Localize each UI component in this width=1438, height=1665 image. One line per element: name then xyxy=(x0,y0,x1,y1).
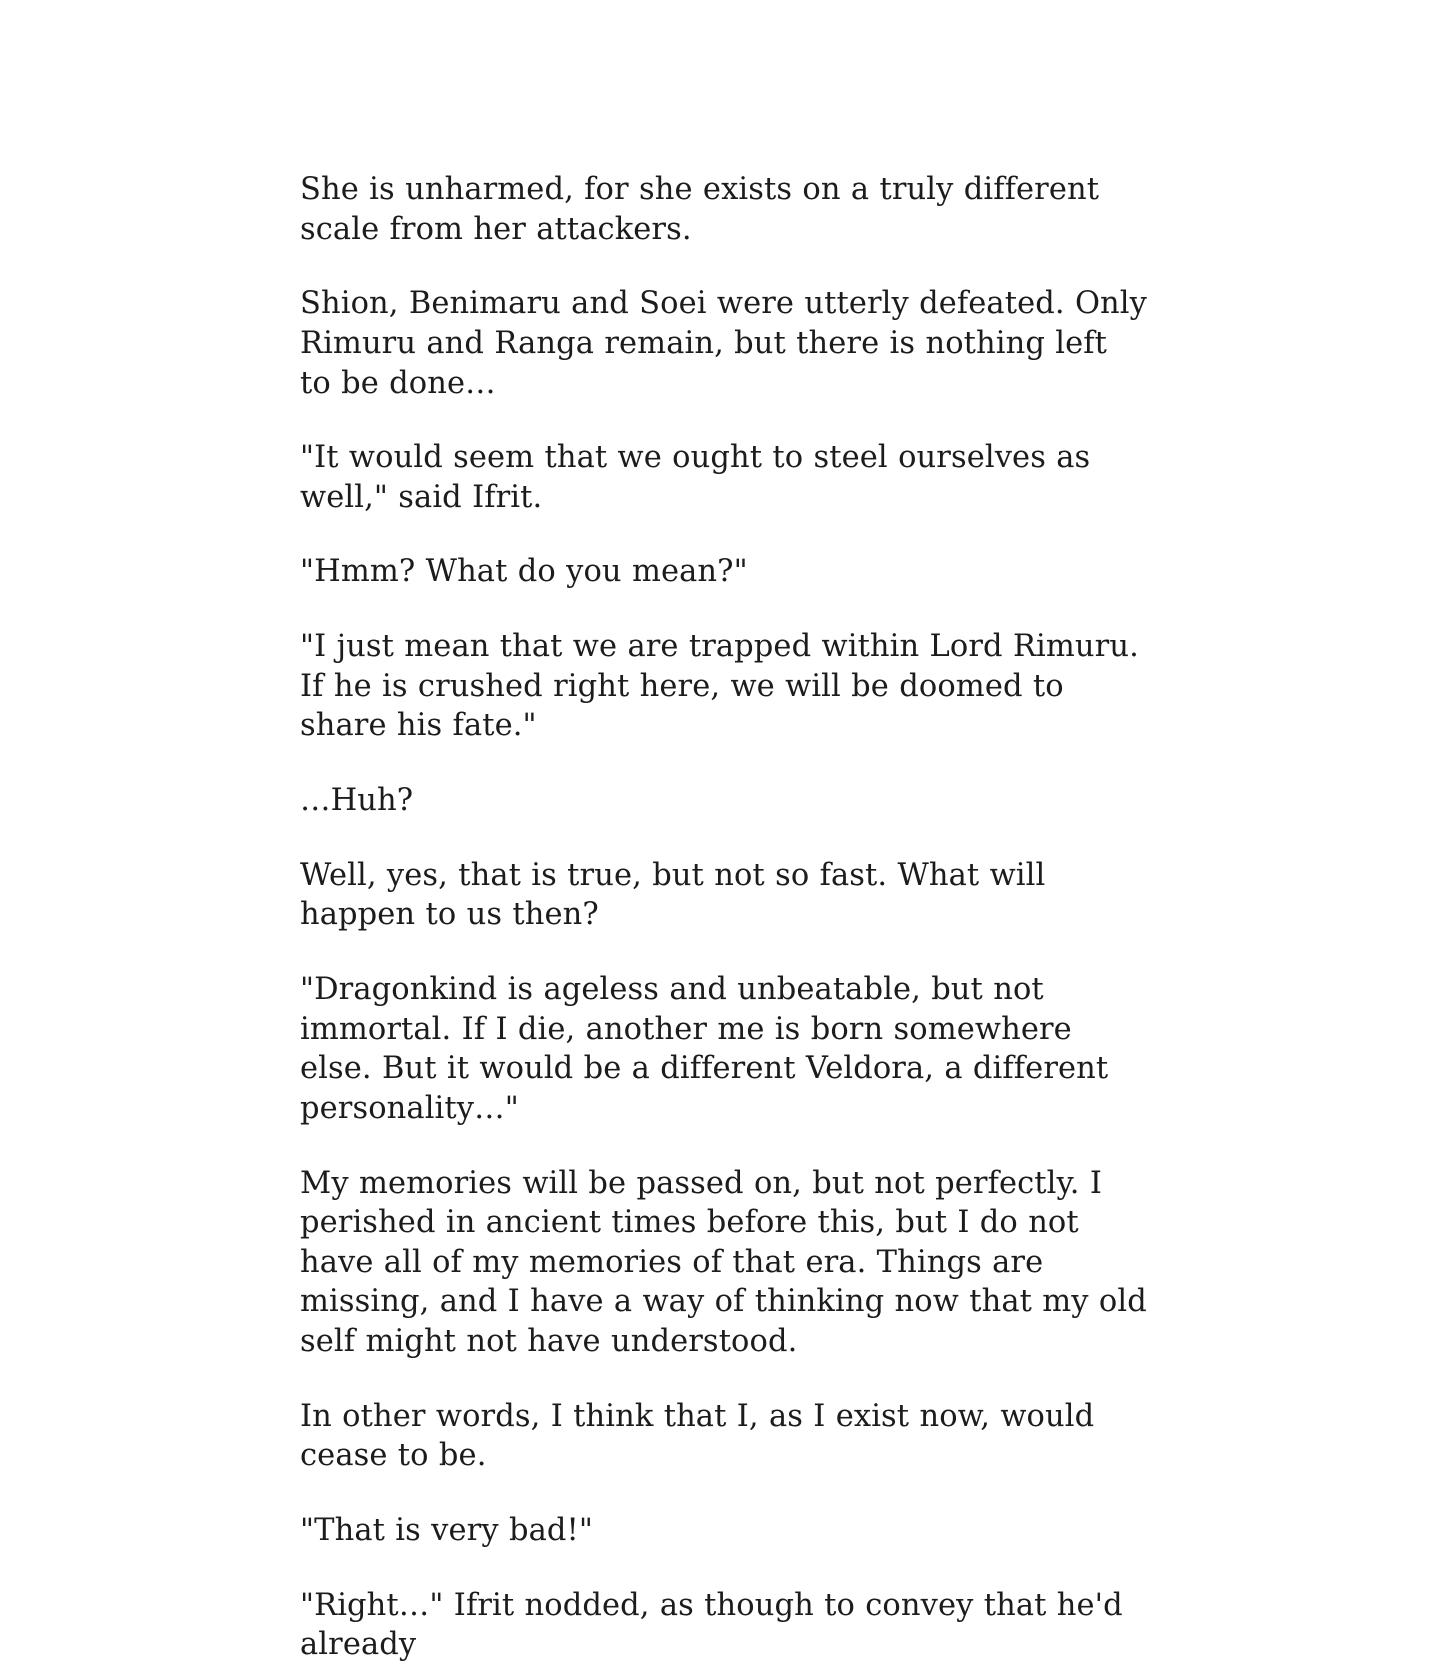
paragraph: My memories will be passed on, but not perfectly. I perished in ancient times before this, but I do not have all of my memories of that era. Things are missing, and I have a way of thinking now that my old self might not have understood. xyxy=(300,1165,1147,1360)
paragraph: She is unharmed, for she exists on a truly different scale from her attackers. xyxy=(300,172,1100,247)
paragraph: "Right…" Ifrit nodded, as though to convey that he'd already xyxy=(300,1587,1123,1663)
paragraph: Well, yes, that is true, but not so fast. What will happen to us then? xyxy=(300,857,1046,933)
paragraph: "Dragonkind is ageless and unbeatable, but not immortal. If I die, another me is born somewhere else. But it would be a different Veldora, a different personality…" xyxy=(300,971,1109,1126)
paragraph: "That is very bad!" xyxy=(300,1513,593,1549)
paragraph: In other words, I think that I, as I exist now, would cease to be. xyxy=(300,1398,1095,1474)
paragraph: "I just mean that we are trapped within Lord Rimuru. If he is crushed right here, we will be doomed to share his fate." xyxy=(300,629,1139,744)
paragraph: Shion, Benimaru and Soei were utterly defeated. Only Rimuru and Ranga remain, but there is nothing left to be done… xyxy=(300,286,1147,401)
paragraph: "Hmm? What do you mean?" xyxy=(300,554,748,590)
document-body xyxy=(300,170,1148,1665)
paragraph: …Huh? xyxy=(300,783,414,819)
paragraph: "It would seem that we ought to steel ourselves as well," said Ifrit. xyxy=(300,440,1091,515)
